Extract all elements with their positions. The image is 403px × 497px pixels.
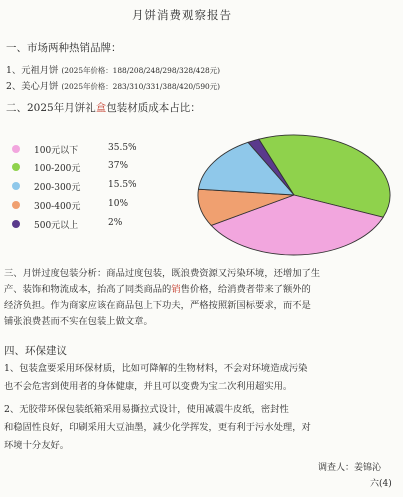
class-label: 六(4) — [370, 479, 392, 489]
section1-heading: 一、市场两种热销品牌： — [6, 42, 122, 54]
section4-line-4: 和稳固性良好，印刷采用大豆油墨，减少化学挥发，更有利于污水处理，对 — [4, 422, 311, 433]
section4-line-2: 也不会危害到使用者的身体健康，并且可以变费为宝二次利用超实用。 — [4, 381, 293, 392]
brand-item-1 — [6, 65, 220, 77]
section4-line-3: 2、无胶带环保包装纸箱采用易撕拉式设计，使用减震牛皮纸，密封性 — [4, 404, 289, 415]
section3-line-2a: 产、装饰和物流成本，抬高了同类商品的 — [4, 284, 172, 295]
section3-line-2b: 销 — [171, 284, 181, 295]
legend-value: 35.5% — [108, 143, 137, 153]
legend-swatch — [12, 201, 20, 209]
section4-line-1: 1、包装盒要采用环保材质，比如可降解的生物材料，不会对环境造成污染 — [4, 363, 308, 374]
section2-heading-prefix: 二、2025年月饼礼 — [6, 102, 96, 114]
legend-label: 200-300元 — [34, 183, 81, 193]
pie-chart — [194, 130, 394, 260]
section2-heading-suffix: 包装材质成本占比： — [106, 102, 201, 114]
legend-label: 500元以上 — [34, 221, 79, 231]
brand-item-2 — [6, 81, 220, 93]
legend-swatch — [12, 163, 20, 171]
legend-swatch — [12, 182, 20, 190]
section2-heading-mid: 盒 — [95, 102, 107, 114]
legend-swatch — [12, 220, 20, 228]
brand-2-name: 2、美心月饼 — [6, 81, 59, 92]
investigator-signature: 调查人：姜锦沁 — [318, 463, 382, 473]
legend-value: 10% — [108, 199, 129, 209]
brand-1-prices: (2025年价格：188/208/248/298/328/428元) — [61, 66, 220, 75]
section4-line-5: 环境十分友好。 — [4, 440, 70, 451]
legend-swatch — [12, 145, 20, 153]
legend-label: 100元以下 — [34, 146, 79, 156]
section3-line-1: 三、月饼过度包装分析：商品过度包装，既浪费资源又污染环境，还增加了生 — [4, 268, 321, 279]
section2-heading — [6, 102, 201, 114]
legend-value: 15.5% — [108, 180, 137, 190]
section3-line-3: 经济负担。作为商家应该在商品包上下功夫，严格按照新国标要求，而不是 — [4, 300, 311, 311]
section3-line-4: 铺张浪费甚而不实在包装上做文章。 — [4, 316, 153, 327]
legend-value: 2% — [108, 218, 123, 228]
section3-line-2c: 售价格，给消费者带来了额外的 — [180, 284, 311, 295]
report-title: 月饼消费观察报告 — [132, 8, 232, 22]
legend-label: 100-200元 — [34, 164, 81, 174]
section3-line-2 — [4, 284, 311, 296]
section4-heading: 四、环保建议 — [4, 345, 67, 357]
brand-1-name: 1、元祖月饼 — [6, 65, 59, 76]
brand-2-prices: (2025年价格：283/310/331/388/420/590元) — [61, 82, 220, 91]
legend-value: 37% — [108, 161, 129, 171]
legend-label: 300-400元 — [34, 202, 81, 212]
